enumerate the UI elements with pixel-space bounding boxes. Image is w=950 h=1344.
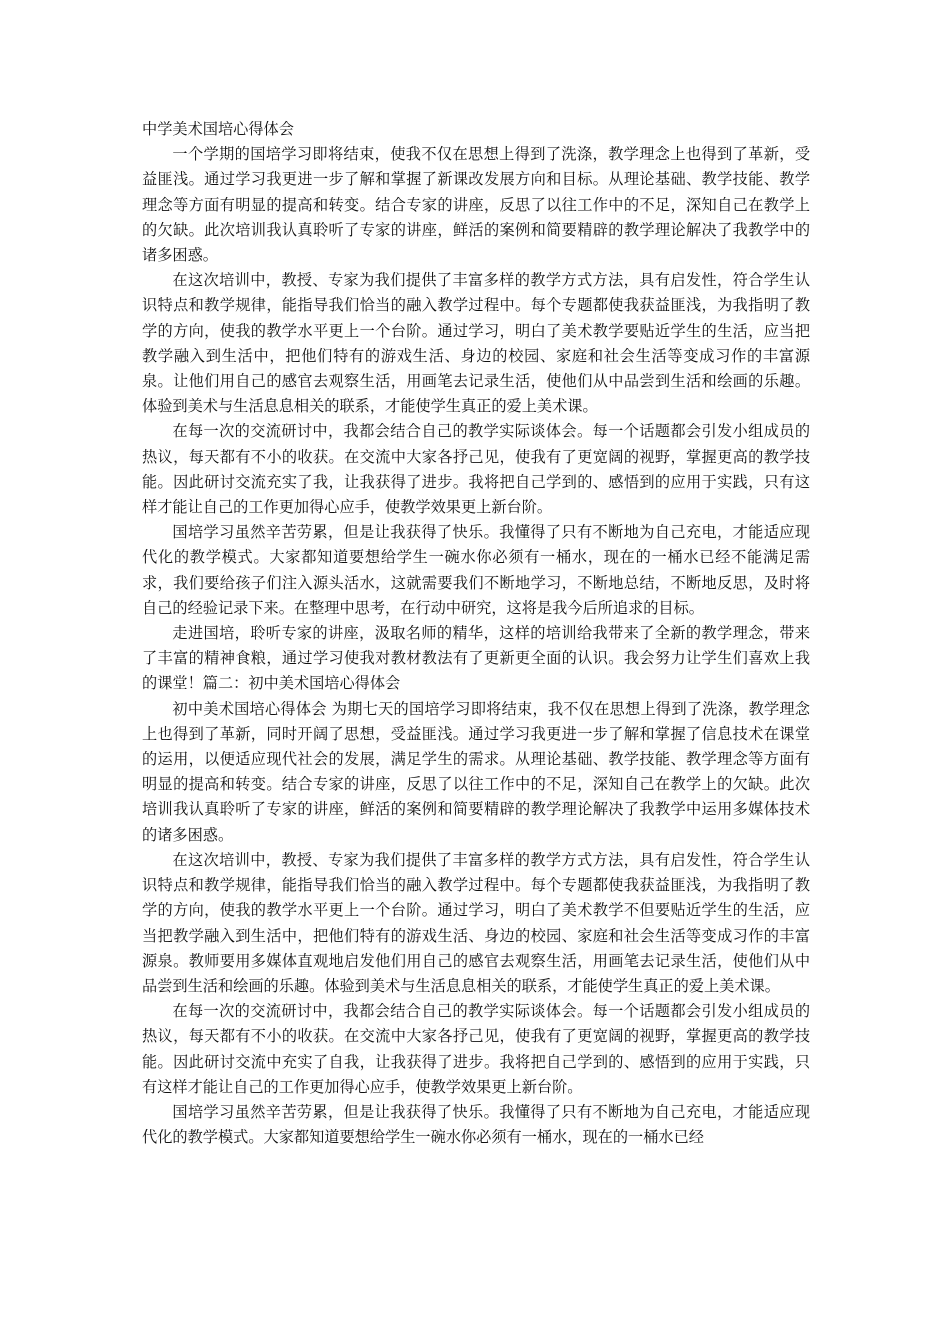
paragraph-1: 一个学期的国培学习即将结束，使我不仅在思想上得到了洗涤，教学理念上也得到了革新，受益匪浅。通过学习我更进一步了解和掌握了新课改发展方向和目标。从理论基础、教学技能、教学理念等方面有明显的提高和转变。结合专家的讲座，反思了以往工作中的不足，深知自己在教学上的欠缺。此次培训我认真聆听了专家的讲座，鲜活的案例和简要精辟的教学理论解决了我教学中的诸多困惑。	[142, 145, 810, 265]
paragraph-2: 在这次培训中，教授、专家为我们提供了丰富多样的教学方式方法，具有启发性，符合学生认识特点和教学规律，能指导我们恰当的融入教学过程中。每个专题都使我获益匪浅，为我指明了教学的方向，使我的教学水平更上一个台阶。通过学习，明白了美术教学要贴近学生的生活，应当把教学融入到生活中，把他们特有的游戏生活、身边的校园、家庭和社会生活等变成习作的丰富源泉。让他们用自己的感官去观察生活，用画笔去记录生活，使他们从中品尝到生活和绘画的乐趣。体验到美术与生活息息相关的联系，才能使学生真正的爱上美术课。	[142, 271, 810, 416]
document-body	[142, 117, 810, 1150]
paragraph-6: 初中美术国培心得体会 为期七天的国培学习即将结束，我不仅在思想上得到了洗涤，教学理念上也得到了革新，同时开阔了思想，受益匪浅。通过学习我更进一步了解和掌握了信息技术在课堂的运用，以便适应现代社会的发展，满足学生的需求。从理论基础、教学技能、教学理念等方面有明显的提高和转变。结合专家的讲座，反思了以往工作中的不足，深知自己在教学上的欠缺。此次培训我认真聆听了专家的讲座，鲜活的案例和简要精辟的教学理论解决了我教学中运用多媒体技术的诸多困惑。	[142, 699, 810, 844]
paragraph-3: 在每一次的交流研讨中，我都会结合自己的教学实际谈体会。每一个话题都会引发小组成员的热议，每天都有不小的收获。在交流中大家各抒己见，使我有了更宽阔的视野，掌握更高的教学技能。因此研讨交流充实了我，让我获得了进步。我将把自己学到的、感悟到的应用于实践，只有这样才能让自己的工作更加得心应手，使教学效果更上新台阶。	[142, 422, 810, 517]
document-title: 中学美术国培心得体会	[142, 120, 294, 138]
paragraph-9: 国培学习虽然辛苦劳累，但是让我获得了快乐。我懂得了只有不断地为自己充电，才能适应现代化的教学模式。大家都知道要想给学生一碗水你必须有一桶水，现在的一桶水已经	[142, 1102, 810, 1147]
paragraph-7: 在这次培训中，教授、专家为我们提供了丰富多样的教学方式方法，具有启发性，符合学生认识特点和教学规律，能指导我们恰当的融入教学过程中。每个专题都使我获益匪浅，为我指明了教学的方向，使我的教学水平更上一个台阶。通过学习，明白了美术教学不但要贴近学生的生活，应当把教学融入到生活中，把他们特有的游戏生活、身边的校园、家庭和社会生活等变成习作的丰富源泉。教师要用多媒体直观地启发他们用自己的感官去观察生活，用画笔去记录生活，使他们从中品尝到生活和绘画的乐趣。体验到美术与生活息息相关的联系，才能使学生真正的爱上美术课。	[142, 850, 810, 995]
paragraph-4: 国培学习虽然辛苦劳累，但是让我获得了快乐。我懂得了只有不断地为自己充电，才能适应现代化的教学模式。大家都知道要想给学生一碗水你必须有一桶水，现在的一桶水已经不能满足需求，我们要给孩子们注入源头活水，这就需要我们不断地学习，不断地总结，不断地反思，及时将自己的经验记录下来。在整理中思考，在行动中研究，这将是我今后所追求的目标。	[142, 523, 810, 617]
paragraph-8: 在每一次的交流研讨中，我都会结合自己的教学实际谈体会。每一个话题都会引发小组成员的热议，每天都有不小的收获。在交流中大家各抒己见，使我有了更宽阔的视野，掌握更高的教学技能。因此研讨交流中充实了自我，让我获得了进步。我将把自己学到的、感悟到的应用于实践，只有这样才能让自己的工作更加得心应手，使教学效果更上新台阶。	[142, 1002, 810, 1096]
paragraph-5: 走进国培，聆听专家的讲座，汲取名师的精华，这样的培训给我带来了全新的教学理念，带来了丰富的精神食粮，通过学习使我对教材教法有了更新更全面的认识。我会努力让学生们喜欢上我的课堂！篇二：初中美术国培心得体会	[142, 624, 810, 693]
